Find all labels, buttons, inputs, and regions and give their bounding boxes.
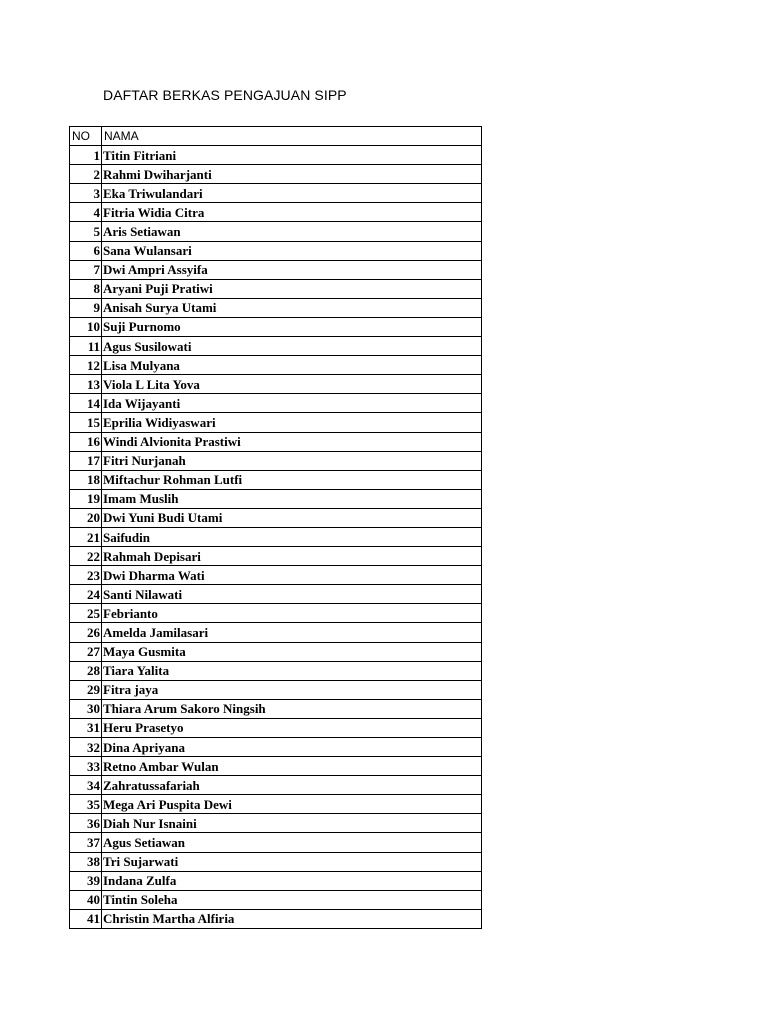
row-name: Mega Ari Puspita Dewi — [102, 795, 482, 814]
row-name: Amelda Jamilasari — [102, 623, 482, 642]
row-name: Titin Fitriani — [102, 146, 482, 165]
table-row — [70, 699, 482, 718]
table-row — [70, 241, 482, 260]
table-row — [70, 489, 482, 508]
table-row — [70, 642, 482, 661]
table-row — [70, 547, 482, 566]
row-name: Miftachur Rohman Lutfi — [102, 470, 482, 489]
table-row — [70, 776, 482, 795]
row-number: 17 — [70, 451, 102, 470]
row-name: Rahmah Depisari — [102, 547, 482, 566]
row-number: 38 — [70, 852, 102, 871]
row-name: Fitri Nurjanah — [102, 451, 482, 470]
table-row — [70, 146, 482, 165]
row-name: Christin Martha Alfiria — [102, 909, 482, 928]
table-row — [70, 871, 482, 890]
table-row — [70, 890, 482, 909]
row-name: Anisah Surya Utami — [102, 298, 482, 317]
row-number: 37 — [70, 833, 102, 852]
table-row — [70, 413, 482, 432]
row-name: Thiara Arum Sakoro Ningsih — [102, 699, 482, 718]
row-name: Imam Muslih — [102, 489, 482, 508]
row-name: Santi Nilawati — [102, 585, 482, 604]
row-name: Tintin Soleha — [102, 890, 482, 909]
row-name: Heru Prasetyo — [102, 718, 482, 737]
row-name: Fitra jaya — [102, 680, 482, 699]
row-number: 7 — [70, 260, 102, 279]
row-name: Agus Susilowati — [102, 337, 482, 356]
table-row — [70, 432, 482, 451]
table-row — [70, 394, 482, 413]
table-row — [70, 184, 482, 203]
table-row — [70, 356, 482, 375]
row-number: 16 — [70, 432, 102, 451]
table-row — [70, 852, 482, 871]
row-number: 36 — [70, 814, 102, 833]
table-row — [70, 566, 482, 585]
table-row — [70, 203, 482, 222]
row-number: 9 — [70, 298, 102, 317]
row-number: 30 — [70, 699, 102, 718]
row-name: Tiara Yalita — [102, 661, 482, 680]
table-row — [70, 298, 482, 317]
table-row — [70, 279, 482, 298]
row-number: 39 — [70, 871, 102, 890]
row-number: 19 — [70, 489, 102, 508]
row-name: Zahratussafariah — [102, 776, 482, 795]
row-number: 14 — [70, 394, 102, 413]
table-row — [70, 470, 482, 489]
table-row — [70, 814, 482, 833]
row-name: Fitria Widia Citra — [102, 203, 482, 222]
row-number: 23 — [70, 566, 102, 585]
header-no: NO — [70, 127, 102, 146]
row-number: 33 — [70, 757, 102, 776]
row-number: 28 — [70, 661, 102, 680]
row-number: 41 — [70, 909, 102, 928]
row-name: Retno Ambar Wulan — [102, 757, 482, 776]
row-name: Aris Setiawan — [102, 222, 482, 241]
row-number: 15 — [70, 413, 102, 432]
row-number: 29 — [70, 680, 102, 699]
table-row — [70, 795, 482, 814]
row-name: Eprilia Widiyaswari — [102, 413, 482, 432]
name-list-table — [69, 126, 482, 929]
table-row — [70, 623, 482, 642]
table-row — [70, 661, 482, 680]
row-name: Sana Wulansari — [102, 241, 482, 260]
row-number: 2 — [70, 165, 102, 184]
row-number: 18 — [70, 470, 102, 489]
row-number: 10 — [70, 317, 102, 336]
table-row — [70, 604, 482, 623]
row-number: 13 — [70, 375, 102, 394]
row-name: Viola L Lita Yova — [102, 375, 482, 394]
table-row — [70, 833, 482, 852]
table-body — [70, 146, 482, 929]
row-name: Eka Triwulandari — [102, 184, 482, 203]
row-number: 26 — [70, 623, 102, 642]
table-row — [70, 738, 482, 757]
row-name: Saifudin — [102, 527, 482, 546]
table-row — [70, 718, 482, 737]
row-number: 4 — [70, 203, 102, 222]
row-name: Tri Sujarwati — [102, 852, 482, 871]
row-number: 31 — [70, 718, 102, 737]
table-row — [70, 680, 482, 699]
row-number: 8 — [70, 279, 102, 298]
row-number: 20 — [70, 508, 102, 527]
row-name: Indana Zulfa — [102, 871, 482, 890]
row-name: Febrianto — [102, 604, 482, 623]
row-number: 27 — [70, 642, 102, 661]
row-number: 25 — [70, 604, 102, 623]
row-number: 1 — [70, 146, 102, 165]
table-row — [70, 375, 482, 394]
row-number: 21 — [70, 527, 102, 546]
row-number: 40 — [70, 890, 102, 909]
row-name: Dwi Yuni Budi Utami — [102, 508, 482, 527]
table-row — [70, 909, 482, 928]
row-number: 32 — [70, 738, 102, 757]
row-number: 5 — [70, 222, 102, 241]
row-name: Diah Nur Isnaini — [102, 814, 482, 833]
row-name: Dina Apriyana — [102, 738, 482, 757]
table-row — [70, 337, 482, 356]
table-row — [70, 260, 482, 279]
row-name: Dwi Dharma Wati — [102, 566, 482, 585]
row-name: Ida Wijayanti — [102, 394, 482, 413]
header-nama: NAMA — [102, 127, 482, 146]
table-row — [70, 585, 482, 604]
table-row — [70, 317, 482, 336]
row-name: Suji Purnomo — [102, 317, 482, 336]
table-row — [70, 451, 482, 470]
row-number: 3 — [70, 184, 102, 203]
row-name: Windi Alvionita Prastiwi — [102, 432, 482, 451]
table-row — [70, 757, 482, 776]
row-name: Maya Gusmita — [102, 642, 482, 661]
row-number: 35 — [70, 795, 102, 814]
table-header-row — [70, 127, 482, 146]
row-name: Rahmi Dwiharjanti — [102, 165, 482, 184]
table-row — [70, 165, 482, 184]
row-number: 22 — [70, 547, 102, 566]
row-name: Agus Setiawan — [102, 833, 482, 852]
table-row — [70, 527, 482, 546]
document-title: DAFTAR BERKAS PENGAJUAN SIPP — [103, 87, 347, 103]
table-row — [70, 222, 482, 241]
row-name: Lisa Mulyana — [102, 356, 482, 375]
table-row — [70, 508, 482, 527]
row-number: 12 — [70, 356, 102, 375]
row-number: 24 — [70, 585, 102, 604]
row-number: 34 — [70, 776, 102, 795]
row-name: Aryani Puji Pratiwi — [102, 279, 482, 298]
row-number: 6 — [70, 241, 102, 260]
row-number: 11 — [70, 337, 102, 356]
row-name: Dwi Ampri Assyifa — [102, 260, 482, 279]
